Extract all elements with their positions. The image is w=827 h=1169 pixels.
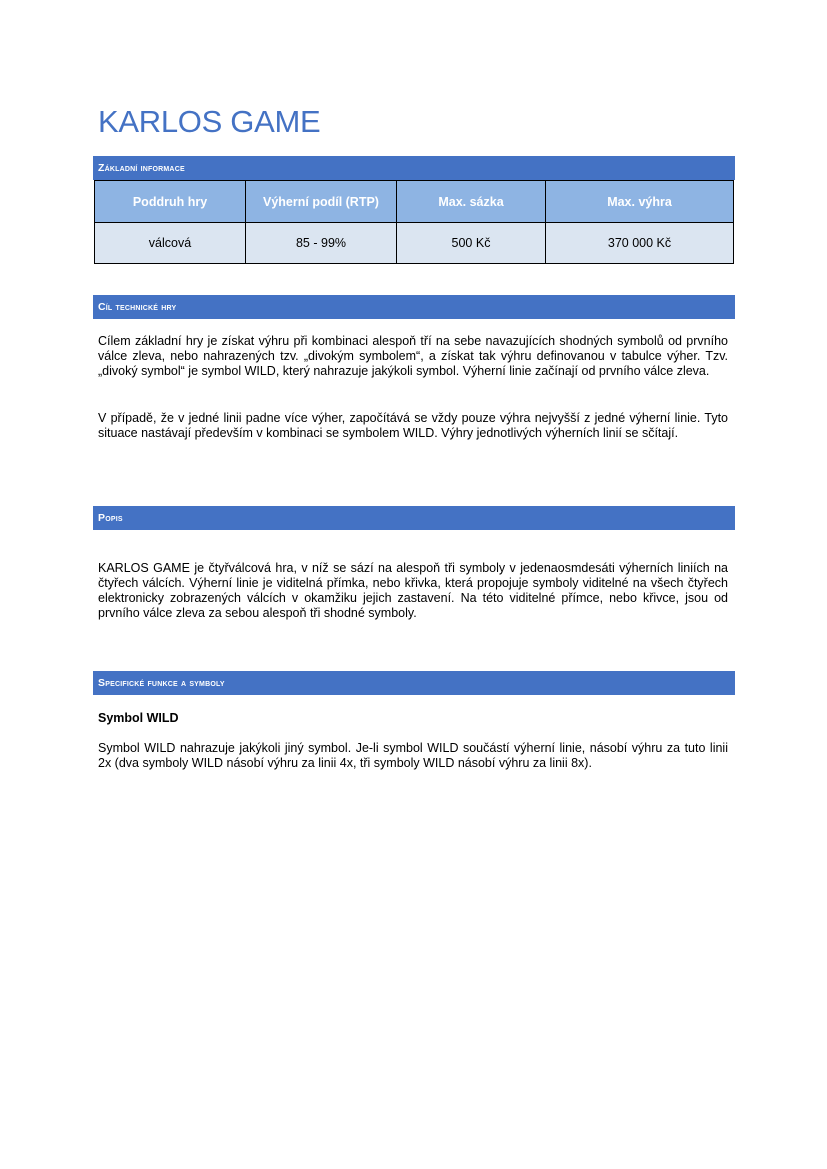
table-header-cell: Výherní podíl (RTP) — [246, 181, 397, 223]
description-paragraph: KARLOS GAME je čtyřválcová hra, v níž se sází na alespoň tři symboly v jedenaosmdesáti výherních liniích na čtyřech válcích. Výherní linie je viditelná přímka, nebo křivka, která propojuje symboly viditelné na všech čtyřech elektronicky zobrazených válcích v okamžiku jejich zastavení. Na této viditelné přímce, nebo křivce, jsou od prvního válce zleva za sebou alespoň tři shodné symboly. — [98, 561, 728, 620]
table-header-cell: Max. sázka — [397, 181, 546, 223]
table-cell: 500 Kč — [397, 223, 546, 264]
section-header-basic-info: Základní informace — [93, 156, 735, 180]
table-header-cell: Max. výhra — [546, 181, 734, 223]
table-header-row — [95, 181, 734, 223]
table-row — [95, 223, 734, 264]
table-cell: 370 000 Kč — [546, 223, 734, 264]
table-cell: 85 - 99% — [246, 223, 397, 264]
section-header-features: Specifické funkce a symboly — [93, 671, 735, 695]
section-header-description: Popis — [93, 506, 735, 530]
wild-symbol-paragraph: Symbol WILD nahrazuje jakýkoli jiný symbol. Je-li symbol WILD součástí výherní linie, násobí výhru za tuto linii 2x (dva symboly WILD násobí výhru za linii 4x, tři symboly WILD násobí výhru za linii 8x). — [98, 741, 728, 770]
wild-symbol-heading: Symbol WILD — [98, 711, 179, 725]
goal-paragraph-2: V případě, že v jedné linii padne více výher, započítává se vždy pouze výhra nejvyšší z jedné výherní linie. Tyto situace nastávají především v kombinaci se symbolem WILD. Výhry jednotlivých výherních linií se sčítají. — [98, 411, 728, 440]
section-header-goal: Cíl technické hry — [93, 295, 735, 319]
table-cell: válcová — [95, 223, 246, 264]
page-title: KARLOS GAME — [98, 104, 321, 139]
goal-paragraph-1: Cílem základní hry je získat výhru při kombinaci alespoň tří na sebe navazujících shodných symbolů od prvního válce zleva, nebo nahrazených tzv. „divokým symbolem“, a získat tak výhru definovanou v tabulce výher. Tzv. „divoký symbol“ je symbol WILD, který nahrazuje jakýkoli symbol. Výherní linie začínají od prvního válce zleva. — [98, 334, 728, 378]
table-header-cell: Poddruh hry — [95, 181, 246, 223]
info-table — [94, 180, 734, 264]
